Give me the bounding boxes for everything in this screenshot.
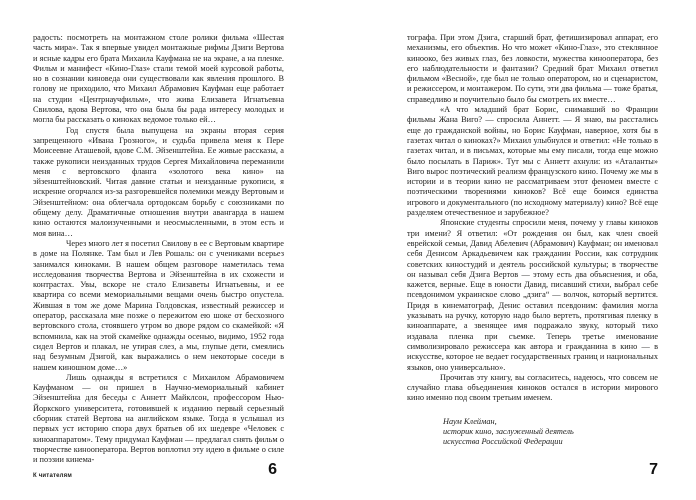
signature-title-line: искусства Российской Федерации <box>443 437 563 447</box>
paragraph: тографа. При этом Дзига, старший брат, фетишизировал аппарат, его механизмы, его объектив. Но что может «Кино-Глаз», это стеклянное кинооко, без живых глаз, без ловкости, мужества кинооператора, без его наблюдательности и фантазии? Средний брат Михаил ответил фильмом «Весной», где был не только оператором, но и сценаристом, и режиссером, и монтажером. По сути, эти два фильма — тоже братья, справедливо и поучительно было бы смотреть их вместе… <box>407 33 658 104</box>
paragraph: «А что младший брат Борис, снимавший во Франции фильмы Жана Виго? — спросила Аннетт. — Я знаю, вы расстались еще до гражданской войны, но Борис Кауфман, наверное, хотя бы в газетах читал о киноках?» Михаил улыбнулся и ответил: «Не только в газетах читал, и в письмах, которые мы ему писали, тогда еще можно было посылать в Париж». Тут мы с Аннетт ахнули: из «Аталанты» Виго вырос поэтический реализм французского кино. Почему же мы в истории и в теории кино не рассматриваем этот феномен вместе с поэтическими творениями киноков? Всё еще боимся единства игрового и документального (по исходному материалу) кино? Всё еще разделяем отечественное и зарубежное? <box>407 105 658 218</box>
author-signature-block <box>443 417 658 448</box>
running-footer-chapter-title: К читателям <box>33 473 73 479</box>
paragraph: Прочитав эту книгу, вы согласитесь, надеюсь, что совсем не случайно глава объединения киноков остался в истории мирового кино именно под своим третьим именем. <box>407 372 658 403</box>
page-number-right: 7 <box>649 461 658 478</box>
paragraph: Лишь однажды я встретился с Михаилом Абрамовичем Кауфманом — он пришел в Научно-мемориальный кабинет Эйзенштейна для беседы с Аннетт Майклсон, профессором Нью-Йоркского университета, готовившей к изданию первый серьезный сборник статей Вертова на английском языке. Тогда я услышал из первых уст историю спора двух братьев об их шедевре «Человек с киноаппаратом». Тему придумал Кауфман — предлагал снять фильм о творчестве кинооператора. Вертов воплотил эту идею в фильме о силе и поэзии кинема- <box>33 372 284 465</box>
left-page-text-column <box>33 33 284 465</box>
paragraph: Через много лет я посетил Свилову в ее с Вертовым квартире в доме на Полянке. Там был и Лев Рошаль: он с учениками всерьез занимался киноками. В нашем общем разговоре наметилась тема исследования творчества Вертова и Эйзенштейна в их схожести и контрастах. Увы, вскоре не стало Елизаветы Игнатьевны, и ее квартира со всеми мемориальными вещами очень быстро опустела. Жившая в том же доме Марина Голдовская, известный режиссер и оператор, рассказала мне позже о пережитом ею шоке от бесхозного вертовского стола, стоявшего утром во дворе рядом со скамейкой: «Я вспомнила, как на этой скамейке однажды осенью, видимо, 1952 года сидел Вертов и плакал, не утирая слез, а мы, глупые дети, смеялись над безумным Дзигой, как выражались о нем некоторые соседи в нашем киношном доме…» <box>33 238 284 372</box>
signature-title-line: историк кино, заслуженный деятель <box>443 426 574 436</box>
page-number-left: 6 <box>268 461 277 478</box>
paragraph: Японские студенты спросили меня, почему у главы киноков три имени? Я ответил: «От рождения он был, как член своей еврейской семьи, Давид Абелевич (Абрамович) Кауфман; он именовал себя Денисом Аркадьевичем как гражданин России, как сотрудник советских киностудий и деятель российской культуры; в творчестве он называл себя Дзига Вертов — этому есть два объяснения, и оба, кажется, верные. Еще в юности Давид, писавший стихи, выбрал себе псевдонимом украинское слово „дзига“ — волчок, который вертится. Придя в кинематограф, Денис оставил псевдоним: фамилия могла указывать на ручку, которую надо было вертеть, протягивая пленку в киноаппарате, а звенящее имя подражало звуку, который тихо издавала пленка при съемке. Теперь третье именование символизировало режиссера как автора и гражданина в кино — в искусстве, которое не ведает государственных границ и национальных языков, оно универсально». <box>407 218 658 372</box>
paragraph: радость: посмотреть на монтажном столе ролики фильма «Шестая часть мира». Так я впервые увидел монтажные рифмы Дзиги Вертова и ясные кадры его брата Михаила Кауфмана не на экране, а на пленке. Фильм и манифест «Кино-Глаз» стали темой моей курсовой работы, но в сознании киноведа они существовали как явления прошлого. В голову не приходило, что Михаил Абрамович Кауфман еще работает на студии «Центрнаучфильм», что жива Елизавета Игнатьевна Свилова, вдова Вертова, что она была бы рада интересу молодых и могла бы рассказать о киноках ведомое только ей… <box>33 33 284 125</box>
paragraph: Год спустя была выпущена на экраны вторая серия запрещенного «Ивана Грозного», и судьба привела меня к Пере Моисеевне Аташевой, вдове С.М. Эйзенштейна. Ее живые рассказы, а также рукописи неизданных трудов Сергея Михайловича переманили меня с вертовского фланга «золотого века кино» на эйзенштейновский. Читая давние статьи и неизданные рукописи, я искренне огорчался из-за разгоревшейся полемики между Вертовым и Эйзенштейном: она облегчала ортодоксам борьбу с союзниками по общему делу. Драматичные отношения внутри авангарда в нашем кино остаются малоизученными и неосмысленными, в этом есть и моя вина… <box>33 125 284 238</box>
signature-name: Наум Клейман, <box>443 416 497 426</box>
right-page-text-column <box>407 33 658 448</box>
